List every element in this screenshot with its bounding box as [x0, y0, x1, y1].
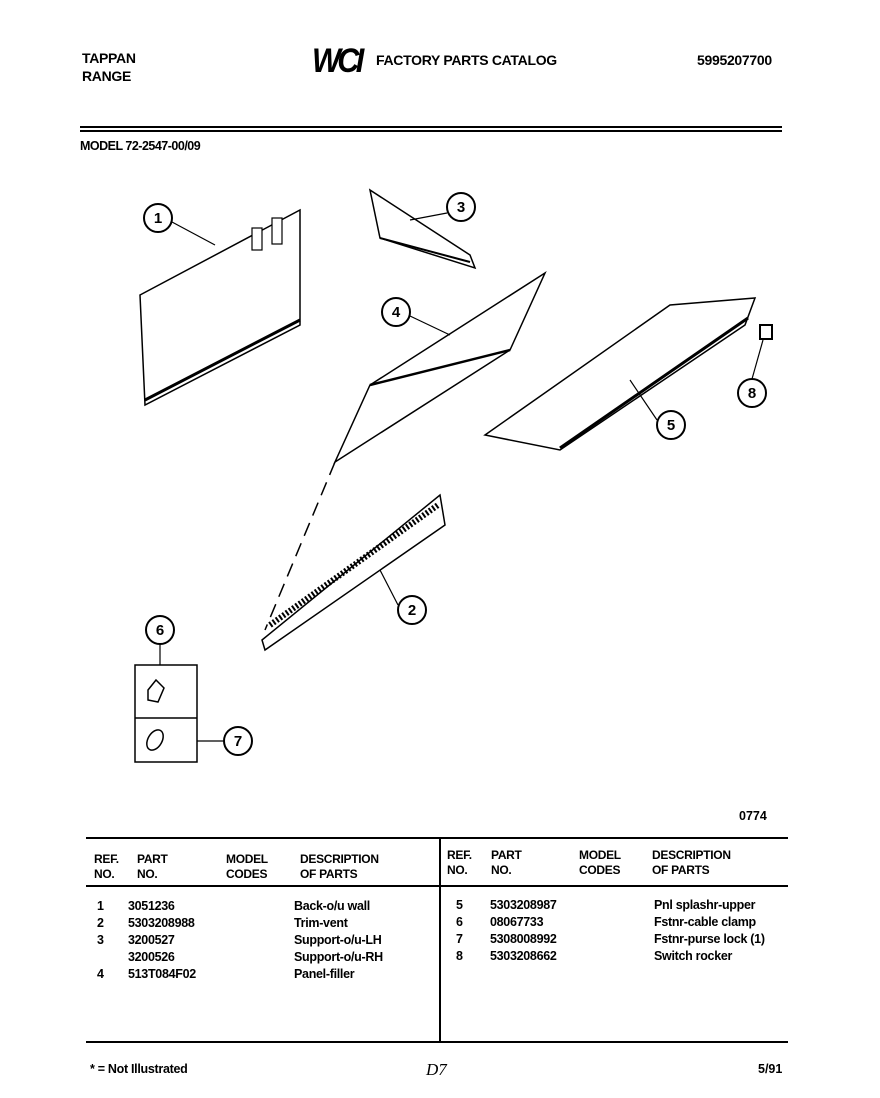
table-row-ref: 5 [456, 898, 463, 912]
table-row-part: 5303208662 [490, 949, 557, 963]
table-row-part: 3200527 [128, 933, 175, 947]
not-illustrated-note: * = Not Illustrated [90, 1062, 188, 1076]
catalog-number: 5995207700 [697, 52, 772, 68]
table-rule-top [86, 837, 788, 839]
right-desc-column [654, 897, 765, 965]
header-ref-right: REF. NO. [447, 848, 472, 877]
header-model: MODEL CODES [226, 852, 268, 881]
table-row-ref: 2 [97, 916, 104, 930]
table-row-desc: Fstnr-cable clamp [654, 915, 756, 929]
callout-4: 4 [391, 304, 401, 321]
table-row-part: 5303208987 [490, 898, 557, 912]
callout-5: 5 [666, 417, 676, 434]
model-label: MODEL 72-2547-00/09 [80, 139, 201, 153]
table-row-desc: Fstnr-purse lock (1) [654, 932, 765, 946]
table-row-desc: Support-o/u-LH [294, 933, 382, 947]
right-ref-column [456, 897, 463, 965]
table-row-desc: Switch rocker [654, 949, 733, 963]
table-row-part: 5303208988 [128, 916, 195, 930]
header-ref: REF. NO. [94, 852, 119, 881]
callout-7: 7 [233, 733, 243, 750]
header-part-right: PART NO. [491, 848, 522, 877]
table-row-ref: 1 [97, 899, 104, 913]
table-row-part: 513T084F02 [128, 967, 196, 981]
table-row-ref: 6 [456, 915, 463, 929]
header-part: PART NO. [137, 852, 168, 881]
callout-3: 3 [456, 199, 466, 216]
figure-code: 0774 [739, 809, 767, 823]
table-row-part: 5308008992 [490, 932, 557, 946]
page-code: D7 [426, 1060, 447, 1079]
header-model-right: MODEL CODES [579, 848, 621, 877]
right-part-column [490, 897, 557, 965]
brand-name: TAPPAN [82, 50, 136, 66]
callout-6: 6 [155, 622, 165, 639]
table-row-desc: Panel-filler [294, 967, 355, 981]
part-fastener-card [135, 665, 197, 762]
catalog-date: 5/91 [758, 1062, 783, 1076]
table-row-desc: Back-o/u wall [294, 899, 370, 913]
table-row-ref [97, 949, 104, 966]
table-row-part: 3200526 [128, 950, 175, 964]
table-rule-header [86, 885, 788, 887]
table-divider [439, 837, 441, 1043]
left-ref-column [97, 898, 104, 983]
table-row-ref: 4 [97, 967, 104, 981]
product-name: RANGE [82, 68, 132, 84]
header-desc: DESCRIPTION OF PARTS [300, 852, 379, 881]
callout-1: 1 [153, 210, 163, 227]
left-part-column [128, 898, 196, 983]
part-splash-panel [485, 298, 755, 450]
part-switch [760, 325, 772, 339]
table-row-part: 08067733 [490, 915, 544, 929]
table-row-ref: 7 [456, 932, 463, 946]
header-desc-right: DESCRIPTION OF PARTS [652, 848, 731, 877]
table-row-desc: Support-o/u-RH [294, 950, 383, 964]
table-row-ref: 8 [456, 949, 463, 963]
callout-2: 2 [407, 602, 417, 619]
table-row-desc: Trim-vent [294, 916, 348, 930]
catalog-title: FACTORY PARTS CATALOG [376, 52, 557, 68]
callout-8: 8 [747, 385, 757, 402]
wci-logo: WCI [312, 42, 361, 80]
table-row-desc: Pnl splashr-upper [654, 898, 756, 912]
table-row-part: 3051236 [128, 899, 175, 913]
left-desc-column [294, 898, 383, 983]
table-rule-bottom [86, 1041, 788, 1043]
table-row-ref: 3 [97, 933, 104, 947]
